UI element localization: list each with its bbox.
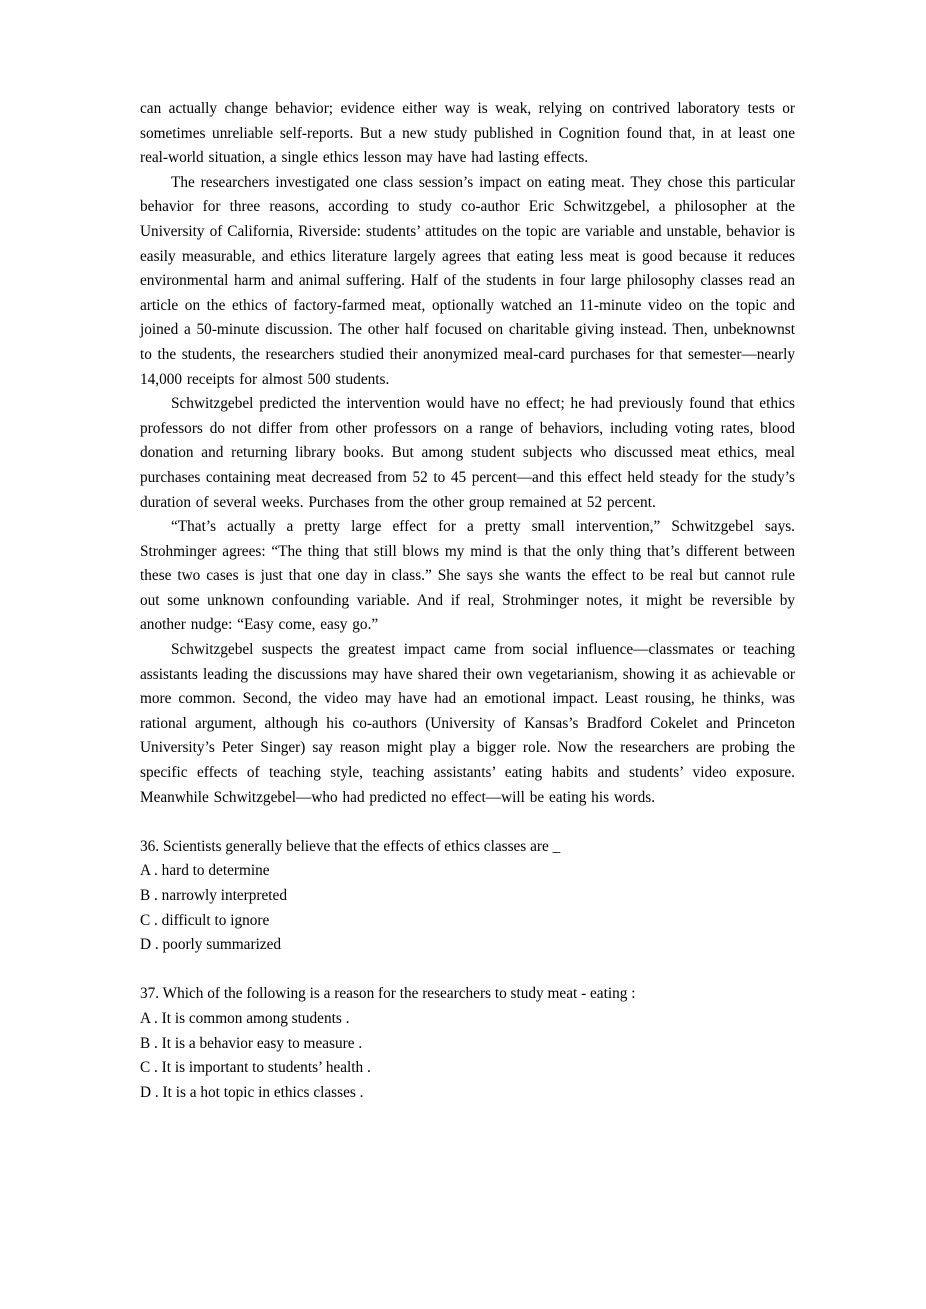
reading-passage (140, 97, 795, 810)
question-37-option-d: D . It is a hot topic in ethics classes . (140, 1083, 364, 1101)
question-36-option-b: B . narrowly interpreted (140, 887, 287, 904)
question-37-option-b: B . It is a behavior easy to measure . (140, 1034, 363, 1052)
question-37-option-a: A . It is common among students . (140, 1009, 350, 1027)
passage-paragraph-3: Schwitzgebel predicted the intervention would have no effect; he had previously found that ethics professors do not differ from other professors on a range of behaviors, including voting rates, blood donation and returning library books. But among student subjects who discussed meat ethics, meal purchases containing meat decreased from 52 to 45 percent—and this effect held steady for the study’s duration of several weeks. Purchases from the other group remained at 52 percent. (140, 395, 795, 511)
question-37 (140, 982, 795, 1105)
question-36-stem: 36. Scientists generally believe that the effects of ethics classes are _ (140, 837, 561, 855)
question-37-option-c: C . It is important to students’ health . (140, 1059, 371, 1077)
passage-paragraph-5: Schwitzgebel suspects the greatest impact came from social influence—classmates or teaching assistants leading the discussions may have shared their own vegetarianism, showing it as achievable or more common. Second, the video may have had an emotional impact. Least rousing, he thinks, was rational argument, although his co-authors (University of Kansas’s Bradford Cokelet and Princeton University’s Peter Singer) say reason might play a bigger role. Now the researchers are probing the specific effects of teaching style, teaching assistants’ eating habits and students’ video exposure. Meanwhile Schwitzgebel—who had predicted no effect—will be eating his words. (140, 641, 795, 806)
question-36-option-d: D . poorly summarized (140, 936, 282, 954)
question-36-option-a: A . hard to determine (140, 862, 270, 880)
question-36-option-c: C . difficult to ignore (140, 911, 270, 929)
question-37-stem: 37. Which of the following is a reason for the researchers to study meat - eating : (140, 985, 636, 1003)
text-block (140, 97, 795, 1105)
passage-paragraph-1: can actually change behavior; evidence either way is weak, relying on contrived laboratory tests or sometimes unreliable self-reports. But a new study published in Cognition found that, in at least one real-world situation, a single ethics lesson may have had lasting effects. (140, 100, 795, 167)
passage-paragraph-2: The researchers investigated one class session’s impact on eating meat. They chose this particular behavior for three reasons, according to study co-author Eric Schwitzgebel, a philosopher at the University of California, Riverside: students’ attitudes on the topic are variable and unstable, behavior is easily measurable, and ethics literature largely agrees that eating less meat is good because it reduces environmental harm and animal suffering. Half of the students in four large philosophy classes read an article on the ethics of factory-farmed meat, optionally watched an 11-minute video on the topic and joined a 50-minute discussion. The other half focused on charitable giving instead. Then, unbeknownst to the students, the researchers studied their anonymized meal-card purchases for that semester—nearly 14,000 receipts for almost 500 students. (140, 173, 795, 388)
question-36 (140, 835, 795, 958)
passage-paragraph-4: “That’s actually a pretty large effect for a pretty small intervention,” Schwitzgebel says. Strohminger agrees: “The thing that still blows my mind is that the only thing that’s different between these two cases is just that one day in class.” She says she wants the effect to be real but cannot rule out some unknown confounding variable. And if real, Strohminger notes, it might be reversible by another nudge: “Easy come, easy go.” (140, 518, 795, 634)
